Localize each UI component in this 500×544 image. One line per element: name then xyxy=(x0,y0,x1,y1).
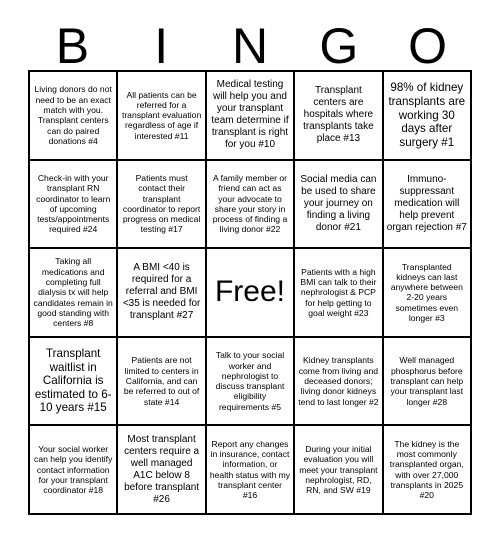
bingo-cell-n1: Medical testing will help you and your transplant team determine if transplant is right for you #10 xyxy=(206,71,294,160)
bingo-cell-b5: Your social worker can help you identify contact information for your transplant coordinator #18 xyxy=(29,425,117,514)
bingo-cell-g5: During your initial evaluation you will meet your transplant nephrologist, RD, RN, and SW #19 xyxy=(294,425,382,514)
bingo-cell-b4: Transplant waitlist in California is estimated to 6-10 years #15 xyxy=(29,337,117,426)
bingo-cell-g1: Transplant centers are hospitals where transplants take place #13 xyxy=(294,71,382,160)
bingo-cell-o1: 98% of kidney transplants are working 30 days after surgery #1 xyxy=(383,71,471,160)
header-letter-n: N xyxy=(231,18,269,74)
header-letter-g: G xyxy=(319,18,359,74)
bingo-cell-i4: Patients are not limited to centers in California, and can be referred to out of state #14 xyxy=(117,337,205,426)
bingo-cell-n2: A family member or friend can act as your advocate to share your story in process of finding a living donor #22 xyxy=(206,160,294,249)
bingo-cell-g3: Patients with a high BMI can talk to their nephrologist & PCP for help getting to goal weight #23 xyxy=(294,248,382,337)
bingo-header xyxy=(28,18,472,74)
bingo-cell-o4: Well managed phosphorus before transplant can help your transplant last longer #28 xyxy=(383,337,471,426)
bingo-cell-i3: A BMI <40 is required for a referral and BMI <35 is needed for transplant #27 xyxy=(117,248,205,337)
bingo-cell-g4: Kidney transplants come from living and deceased donors; living donor kidneys tend to last longer #2 xyxy=(294,337,382,426)
bingo-cell-b2: Check-in with your transplant RN coordinator to learn of upcoming tests/appointments required #24 xyxy=(29,160,117,249)
bingo-cell-o2: Immuno-suppressant medication will help prevent organ rejection #7 xyxy=(383,160,471,249)
bingo-cell-n4: Talk to your social worker and nephrologist to discuss transplant eligibility requirements #5 xyxy=(206,337,294,426)
bingo-cell-o3: Transplanted kidneys can last anywhere between 2-20 years sometimes even longer #3 xyxy=(383,248,471,337)
bingo-cell-o5: The kidney is the most commonly transplanted organ, with over 27,000 transplants in 2025 #20 xyxy=(383,425,471,514)
header-letter-o: O xyxy=(408,18,448,74)
bingo-cell-i1: All patients can be referred for a transplant evaluation regardless of age if interested #11 xyxy=(117,71,205,160)
bingo-cell-b1: Living donors do not need to be an exact match with you. Transplant centers can do paired donations #4 xyxy=(29,71,117,160)
bingo-cell-b3: Taking all medications and completing full dialysis tx will help candidates remain in good standing with centers #8 xyxy=(29,248,117,337)
bingo-cell-i5: Most transplant centers require a well managed A1C below 8 before transplant #26 xyxy=(117,425,205,514)
bingo-cell-g2: Social media can be used to share your journey on finding a living donor #21 xyxy=(294,160,382,249)
header-letter-i: I xyxy=(154,18,169,74)
header-letter-b: B xyxy=(55,18,90,74)
bingo-cell-n5: Report any changes in insurance, contact information, or health status with my transplant center #16 xyxy=(206,425,294,514)
bingo-grid xyxy=(28,70,472,515)
bingo-free-space: Free! xyxy=(206,248,294,337)
bingo-cell-i2: Patients must contact their transplant coordinator to report progress on medical testing #17 xyxy=(117,160,205,249)
